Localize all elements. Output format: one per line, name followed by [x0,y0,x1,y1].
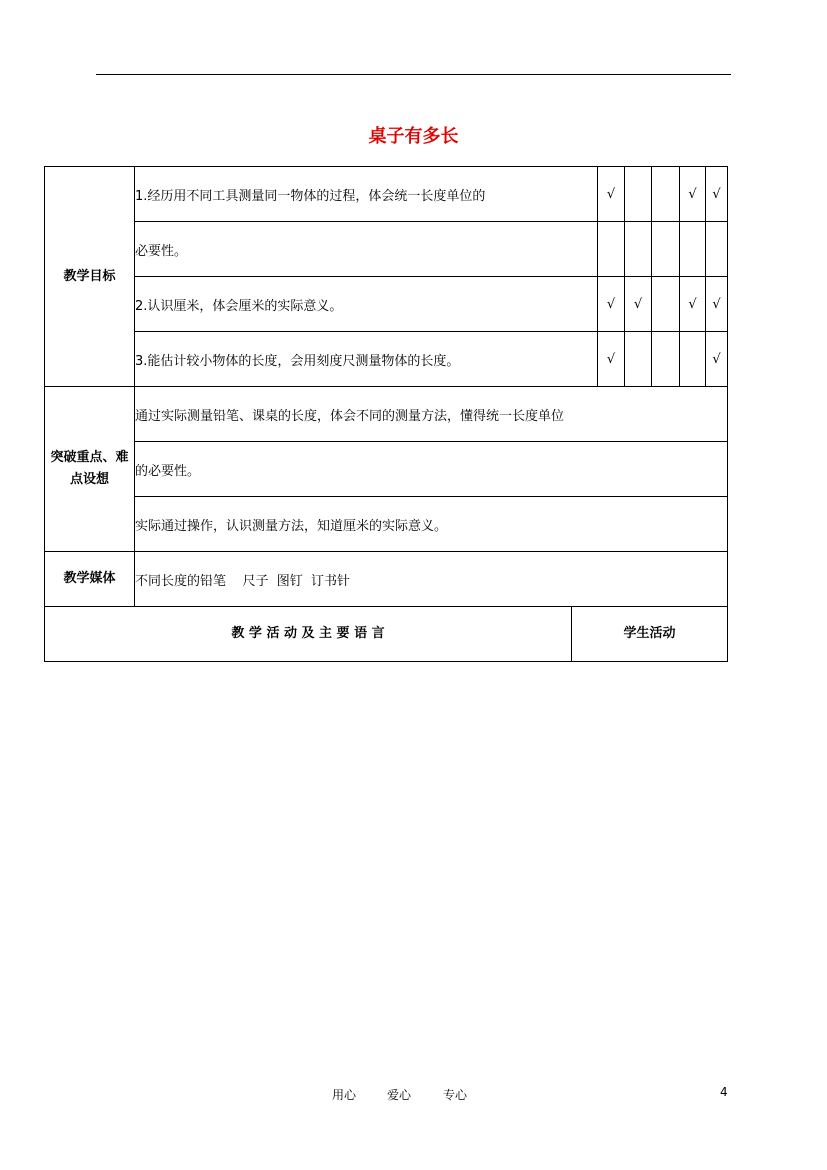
table-row [45,552,728,607]
check-cell [625,222,652,277]
check-cell: √ [706,167,728,222]
keypoint-text: 的必要性。 [135,442,728,497]
check-cell: √ [706,332,728,387]
check-cell: √ [598,277,625,332]
table-row [45,497,728,552]
check-cell [652,332,680,387]
goal-text: 必要性。 [135,222,598,277]
goal-text: 1.经历用不同工具测量同一物体的过程，体会统一长度单位的 [135,167,598,222]
check-cell [625,332,652,387]
keypoint-text: 通过实际测量铅笔、课桌的长度，体会不同的测量方法，懂得统一长度单位 [135,387,728,442]
table-row [45,277,728,332]
footer-text-1: 用心 [332,1088,357,1102]
table-row [45,387,728,442]
check-cell: √ [625,277,652,332]
check-cell [680,222,706,277]
goal-text: 2.认识厘米，体会厘米的实际意义。 [135,277,598,332]
table-row [45,442,728,497]
media-text: 不同长度的铅笔 尺子 图钉 订书针 [135,552,728,607]
check-cell [598,222,625,277]
keypoints-label [45,387,135,552]
check-cell [706,222,728,277]
keypoints-label-line2: 点设想 [69,472,109,487]
footer-text-3: 专心 [443,1088,468,1102]
keypoints-label-line1: 突破重点、难 [50,450,129,465]
check-cell: √ [680,167,706,222]
page-number: 4 [720,1085,728,1099]
table-row [45,607,728,662]
check-cell [652,167,680,222]
check-cell: √ [598,167,625,222]
check-cell: √ [706,277,728,332]
header-rule [96,74,731,75]
table-row [45,332,728,387]
table-row [45,222,728,277]
check-cell [652,222,680,277]
media-label: 教学媒体 [45,552,135,607]
page-title: 桌子有多长 [368,126,459,147]
check-cell [625,167,652,222]
check-cell [652,277,680,332]
footer-text-2: 爱心 [387,1088,412,1102]
check-cell: √ [598,332,625,387]
check-cell [680,332,706,387]
check-cell: √ [680,277,706,332]
table-row [45,167,728,222]
goals-label: 教学目标 [45,167,135,387]
activity-header: 教 学 活 动 及 主 要 语 言 [45,607,572,662]
lesson-plan-table [44,166,728,662]
goal-text: 3.能估计较小物体的长度，会用刻度尺测量物体的长度。 [135,332,598,387]
keypoint-text: 实际通过操作，认识测量方法，知道厘米的实际意义。 [135,497,728,552]
student-activity-header: 学生活动 [572,607,728,662]
